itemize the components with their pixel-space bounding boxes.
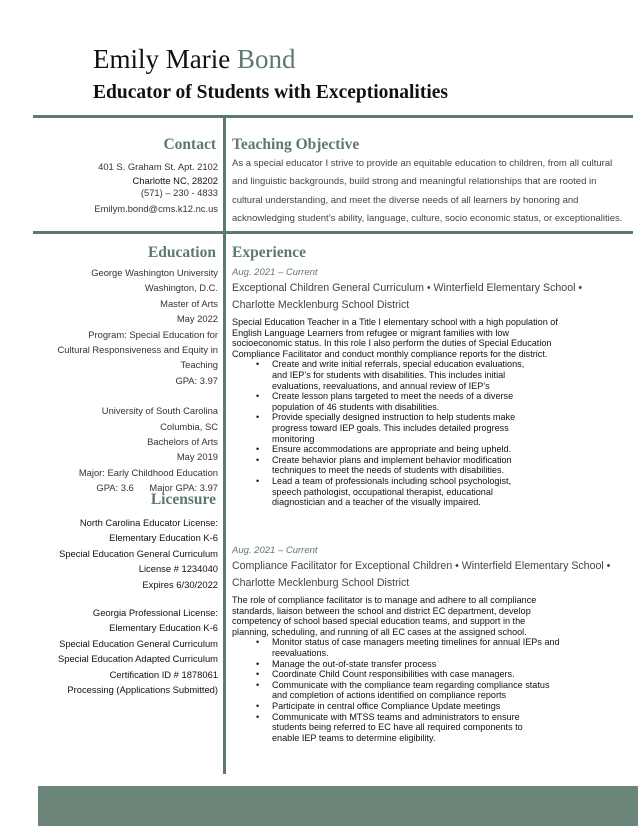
bullet-icon: • xyxy=(256,700,260,711)
list-item xyxy=(232,359,537,391)
edu1-location: Washington, D.C. xyxy=(144,282,218,294)
bullet-icon: • xyxy=(256,475,260,486)
experience-heading: Experience xyxy=(232,244,307,261)
job2-role: Compliance Facilitator for Exceptional Children • Winterfield Elementary School • Charlotte Mecklenburg School District xyxy=(232,560,611,589)
list-item xyxy=(232,444,537,455)
job2-bullet-list xyxy=(232,637,592,743)
bullet-text: Communicate with MTSS teams and administrators to ensure students being referred to EC have all required components to enable IEP teams to determine eligibility. xyxy=(272,711,523,743)
top-divider xyxy=(33,115,633,118)
spacer xyxy=(58,592,218,605)
bullet-text: Participate in central office Compliance Update meetings xyxy=(272,700,501,711)
bullet-text: Create and write initial referrals, special education evaluations, and IEP’s for students with disabilities. This includes initial evaluations, reevaluations, and annual review of IEP’s xyxy=(272,359,525,391)
list-item xyxy=(232,669,592,680)
contact-phone: (571) – 230 - 4833 xyxy=(140,186,218,198)
edu1-school: George Washington University xyxy=(91,267,218,278)
job1-date: Aug. 2021 – Current xyxy=(232,267,318,278)
bullet-text: Communicate with the compliance team regarding compliance status and completion of actions identified on compliance reports xyxy=(272,679,550,701)
edu1-gpa: GPA: 3.97 xyxy=(175,374,218,386)
nc-license-area1: Elementary Education K-6 xyxy=(109,532,218,544)
resume-name xyxy=(93,44,295,75)
licensure-heading: Licensure xyxy=(150,491,216,508)
ga-license-title: Georgia Professional License: xyxy=(92,607,218,619)
nc-license-area2: Special Education General Curriculum xyxy=(59,547,218,559)
bullet-icon: • xyxy=(256,637,260,648)
bullet-text: Create behavior plans and implement behavior modification techniques to meet the needs of students with disabilities. xyxy=(272,454,512,476)
ga-license-area3: Special Education Adapted Curriculum xyxy=(58,653,218,665)
footer-band xyxy=(38,786,638,826)
edu2-location: Columbia, SC xyxy=(160,420,218,432)
bullet-text: Create lesson plans targeted to meet the needs of a diverse population of 46 students with disabilities. xyxy=(272,391,514,412)
job-2 xyxy=(232,544,627,743)
bullet-icon: • xyxy=(256,679,260,690)
contact-block xyxy=(94,159,218,216)
bullet-icon: • xyxy=(256,412,260,423)
spacer xyxy=(57,388,218,403)
ga-license-area2: Special Education General Curriculum xyxy=(59,637,218,649)
licensure-block xyxy=(58,515,218,697)
edu1-program-cont2: Teaching xyxy=(180,359,218,371)
bullet-text: Monitor status of case managers meeting timelines for annual IEPs and reevaluations. xyxy=(272,637,560,658)
list-item xyxy=(232,659,592,670)
edu2-major: Major: Early Childhood Education xyxy=(78,466,218,478)
objective-text: As a special educator I strive to provide an equitable education to children, from all cultural and linguistic backgrounds, build strong and meaningful relationships that are rooted in cultural understanding, and meet the diverse needs of all learners by honoring and acknowledging student’s ability, language, culture, socio economic status, or exceptionalities. xyxy=(232,158,623,225)
vertical-divider-bottom xyxy=(223,234,226,774)
vertical-divider-top xyxy=(223,118,226,231)
bullet-icon: • xyxy=(256,391,260,402)
ga-license-area1: Elementary Education K-6 xyxy=(109,622,218,634)
edu2-degree: Bachelors of Arts xyxy=(147,436,218,448)
nc-license-expiry: Expires 6/30/2022 xyxy=(142,578,218,590)
middle-divider xyxy=(33,231,633,234)
job2-date: Aug. 2021 – Current xyxy=(232,545,318,556)
last-name: Bond xyxy=(236,44,296,74)
list-item xyxy=(232,637,592,658)
education-block xyxy=(57,265,218,496)
edu2-gpa: GPA: 3.6 Major GPA: 3.97 xyxy=(96,482,218,494)
nc-license-number: License # 1234040 xyxy=(138,563,218,575)
edu1-degree: Master of Arts xyxy=(160,297,218,309)
job1-bullet-list xyxy=(232,359,537,507)
list-item xyxy=(232,476,537,508)
ga-license-status: Processing (Applications Submitted) xyxy=(67,684,218,696)
list-item xyxy=(232,412,537,444)
contact-address-line1: 401 S. Graham St. Apt. 2102 xyxy=(98,161,218,172)
job1-summary: Special Education Teacher in a Title I elementary school with a high population of English Language Learners from refugee or migrant families with low socioeconomic status. In this role I also perform the duties of Special Education Compliance Facilitator and conduct monthly compliance reports for the district. xyxy=(232,317,558,359)
nc-license-title: North Carolina Educator License: xyxy=(79,517,218,528)
bullet-icon: • xyxy=(256,444,260,455)
resume-title: Educator of Students with Exceptionalities xyxy=(93,82,448,103)
bullet-icon: • xyxy=(256,359,260,370)
bullet-text: Provide specially designed instruction to help students make progress toward IEP goals. This includes detailed progress monitoring xyxy=(272,412,516,444)
job1-role: Exceptional Children General Curriculum • Winterfield Elementary School • Charlotte Mecklenburg School District xyxy=(232,282,583,311)
list-item xyxy=(232,680,552,701)
job-1 xyxy=(232,266,627,508)
job2-summary: The role of compliance facilitator is to manage and adhere to all compliance standards, liaison between the school and district EC department, develop competency of school based special education teams, and support in the planning, scheduling, and running of all EC cases at the assigned school. xyxy=(232,595,537,637)
bullet-text: Coordinate Child Count responsibilities with case managers. xyxy=(272,669,515,680)
edu1-program: Program: Special Education for xyxy=(88,328,218,340)
bullet-icon: • xyxy=(256,658,260,669)
first-name: Emily Marie xyxy=(93,44,237,74)
edu2-date: May 2019 xyxy=(176,451,218,463)
edu1-date: May 2022 xyxy=(176,313,218,325)
list-item xyxy=(232,712,552,744)
bullet-text: Lead a team of professionals including school psychologist, speech pathologist, occupational therapist, educational diagnostician and a teacher of the visually impaired. xyxy=(272,475,512,508)
edu2-school: University of South Carolina xyxy=(101,405,218,417)
bullet-text: Ensure accommodations are appropriate and being upheld. xyxy=(272,444,512,455)
objective-heading: Teaching Objective xyxy=(232,136,360,153)
list-item xyxy=(232,391,537,412)
list-item xyxy=(232,455,537,476)
contact-heading: Contact xyxy=(163,136,216,153)
list-item xyxy=(232,701,592,712)
bullet-icon: • xyxy=(256,711,260,722)
contact-email[interactable]: Emilym.bond@cms.k12.nc.us xyxy=(94,202,218,214)
edu1-program-cont: Cultural Responsiveness and Equity in xyxy=(57,344,218,356)
bullet-icon: • xyxy=(256,454,260,465)
bullet-text: Manage the out-of-state transfer process xyxy=(272,658,437,669)
education-heading: Education xyxy=(147,244,216,261)
contact-address-line2: Charlotte NC, 28202 xyxy=(132,174,218,186)
ga-license-id: Certification ID # 1878061 xyxy=(109,668,218,680)
bullet-icon: • xyxy=(256,669,260,680)
